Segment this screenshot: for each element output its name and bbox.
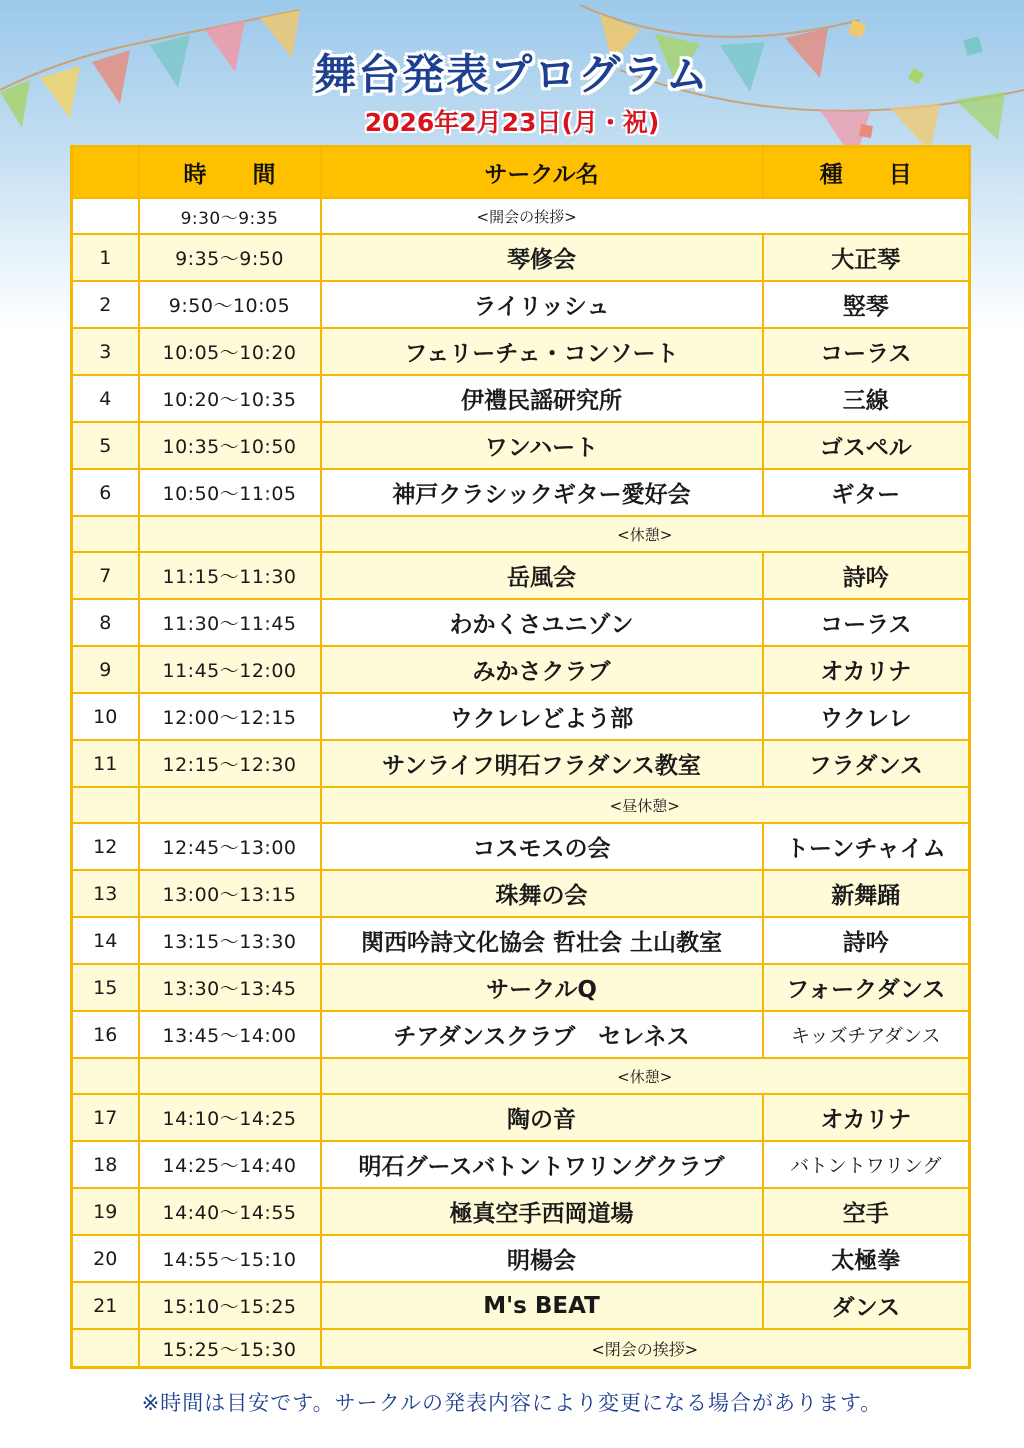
- row-circle-name: みかさクラブ: [321, 646, 763, 693]
- row-time: 9:30～9:35: [139, 198, 321, 234]
- row-time: 10:50～11:05: [139, 469, 321, 516]
- row-genre: トーンチャイム: [763, 823, 970, 870]
- program-row: [72, 552, 970, 599]
- row-number: [72, 1329, 139, 1368]
- row-number: 18: [72, 1141, 139, 1188]
- footnote: ※時間は目安です。サークルの発表内容により変更になる場合があります。: [141, 1391, 883, 1415]
- row-circle-name: サンライフ明石フラダンス教室: [321, 740, 763, 787]
- row-circle-name: ライリッシュ: [321, 281, 763, 328]
- program-row: [72, 234, 970, 281]
- header-time: 時 間: [139, 147, 321, 199]
- program-row: [72, 281, 970, 328]
- row-number: [72, 198, 139, 234]
- row-circle-name: 陶の音: [321, 1094, 763, 1141]
- closing-label: <閉会の挨拶>: [321, 1329, 970, 1368]
- row-number: [72, 787, 139, 823]
- row-number: 9: [72, 646, 139, 693]
- program-row: [72, 646, 970, 693]
- row-circle-name: 伊禮民謡研究所: [321, 375, 763, 422]
- row-circle-name: 琴修会: [321, 234, 763, 281]
- header-circle: サークル名: [321, 147, 763, 199]
- row-time: 15:25～15:30: [139, 1329, 321, 1368]
- header-number: [72, 147, 139, 199]
- program-row: [72, 964, 970, 1011]
- row-number: 1: [72, 234, 139, 281]
- row-number: 3: [72, 328, 139, 375]
- row-number: 5: [72, 422, 139, 469]
- row-number: 8: [72, 599, 139, 646]
- row-number: 11: [72, 740, 139, 787]
- row-time: 11:30～11:45: [139, 599, 321, 646]
- row-number: 2: [72, 281, 139, 328]
- row-genre: 太極拳: [763, 1235, 970, 1282]
- row-genre: オカリナ: [763, 1094, 970, 1141]
- row-time: 13:45～14:00: [139, 1011, 321, 1058]
- row-number: 6: [72, 469, 139, 516]
- break-label: <休憩>: [321, 516, 970, 552]
- row-time: 15:10～15:25: [139, 1282, 321, 1329]
- row-time: 12:45～13:00: [139, 823, 321, 870]
- row-number: 10: [72, 693, 139, 740]
- row-circle-name: 明石グースバトントワリングクラブ: [321, 1141, 763, 1188]
- row-circle-name: 極真空手西岡道場: [321, 1188, 763, 1235]
- row-number: 21: [72, 1282, 139, 1329]
- break-label: <昼休憩>: [321, 787, 970, 823]
- row-number: 15: [72, 964, 139, 1011]
- row-time: [139, 516, 321, 552]
- row-circle-name: サークルQ: [321, 964, 763, 1011]
- program-table: [70, 145, 971, 1369]
- row-circle-name: フェリーチェ・コンソート: [321, 328, 763, 375]
- row-number: 4: [72, 375, 139, 422]
- program-row: [72, 1011, 970, 1058]
- break-label: <休憩>: [321, 1058, 970, 1094]
- row-circle-name: 明楊会: [321, 1235, 763, 1282]
- row-time: 14:25～14:40: [139, 1141, 321, 1188]
- row-genre: フラダンス: [763, 740, 970, 787]
- row-genre: コーラス: [763, 599, 970, 646]
- program-row: [72, 1235, 970, 1282]
- row-number: [72, 516, 139, 552]
- row-number: 16: [72, 1011, 139, 1058]
- program-row: [72, 422, 970, 469]
- program-row: [72, 328, 970, 375]
- row-time: [139, 787, 321, 823]
- break-row: [72, 198, 970, 234]
- break-row: [72, 787, 970, 823]
- row-genre: 詩吟: [763, 552, 970, 599]
- row-circle-name: 珠舞の会: [321, 870, 763, 917]
- row-time: 14:40～14:55: [139, 1188, 321, 1235]
- row-time: 10:35～10:50: [139, 422, 321, 469]
- row-genre: バトントワリング: [763, 1141, 970, 1188]
- break-row: [72, 1058, 970, 1094]
- row-time: 12:00～12:15: [139, 693, 321, 740]
- row-circle-name: 岳風会: [321, 552, 763, 599]
- row-time: 10:20～10:35: [139, 375, 321, 422]
- row-time: 14:55～15:10: [139, 1235, 321, 1282]
- row-genre: コーラス: [763, 328, 970, 375]
- row-circle-name: チアダンスクラブ セレネス: [321, 1011, 763, 1058]
- program-row: [72, 375, 970, 422]
- table-header-row: [72, 147, 970, 199]
- row-genre: 空手: [763, 1188, 970, 1235]
- program-row: [72, 469, 970, 516]
- program-row: [72, 599, 970, 646]
- row-time: 13:15～13:30: [139, 917, 321, 964]
- row-time: [139, 1058, 321, 1094]
- row-genre: ゴスペル: [763, 422, 970, 469]
- row-number: [72, 1058, 139, 1094]
- row-circle-name: 神戸クラシックギター愛好会: [321, 469, 763, 516]
- row-number: 7: [72, 552, 139, 599]
- break-label: <開会の挨拶>: [321, 198, 970, 234]
- row-number: 17: [72, 1094, 139, 1141]
- row-genre: 大正琴: [763, 234, 970, 281]
- row-number: 12: [72, 823, 139, 870]
- row-time: 13:00～13:15: [139, 870, 321, 917]
- row-time: 9:35～9:50: [139, 234, 321, 281]
- row-genre: 竪琴: [763, 281, 970, 328]
- program-row: [72, 1188, 970, 1235]
- program-row: [72, 693, 970, 740]
- row-circle-name: ウクレレどよう部: [321, 693, 763, 740]
- closing-row: [72, 1329, 970, 1368]
- row-circle-name: M's BEAT: [321, 1282, 763, 1329]
- row-number: 13: [72, 870, 139, 917]
- row-genre: キッズチアダンス: [763, 1011, 970, 1058]
- program-row: [72, 823, 970, 870]
- row-circle-name: 関西吟詩文化協会 哲壮会 土山教室: [321, 917, 763, 964]
- row-time: 11:15～11:30: [139, 552, 321, 599]
- row-time: 10:05～10:20: [139, 328, 321, 375]
- page-title: 舞台発表プログラム: [314, 50, 710, 99]
- row-time: 14:10～14:25: [139, 1094, 321, 1141]
- row-time: 12:15～12:30: [139, 740, 321, 787]
- row-number: 19: [72, 1188, 139, 1235]
- program-row: [72, 1141, 970, 1188]
- row-genre: ウクレレ: [763, 693, 970, 740]
- row-time: 9:50～10:05: [139, 281, 321, 328]
- program-row: [72, 740, 970, 787]
- row-genre: 三線: [763, 375, 970, 422]
- row-genre: 詩吟: [763, 917, 970, 964]
- row-genre: ギター: [763, 469, 970, 516]
- row-genre: フォークダンス: [763, 964, 970, 1011]
- program-row: [72, 917, 970, 964]
- row-circle-name: ワンハート: [321, 422, 763, 469]
- row-time: 11:45～12:00: [139, 646, 321, 693]
- break-row: [72, 516, 970, 552]
- program-body: [72, 198, 970, 1368]
- row-genre: ダンス: [763, 1282, 970, 1329]
- event-date: 2026年2月23日(月・祝): [364, 108, 660, 137]
- program-row: [72, 870, 970, 917]
- row-genre: 新舞踊: [763, 870, 970, 917]
- row-number: 14: [72, 917, 139, 964]
- header-genre: 種 目: [763, 147, 970, 199]
- program-row: [72, 1282, 970, 1329]
- program-row: [72, 1094, 970, 1141]
- row-genre: オカリナ: [763, 646, 970, 693]
- row-number: 20: [72, 1235, 139, 1282]
- row-circle-name: わかくさユニゾン: [321, 599, 763, 646]
- row-time: 13:30～13:45: [139, 964, 321, 1011]
- row-circle-name: コスモスの会: [321, 823, 763, 870]
